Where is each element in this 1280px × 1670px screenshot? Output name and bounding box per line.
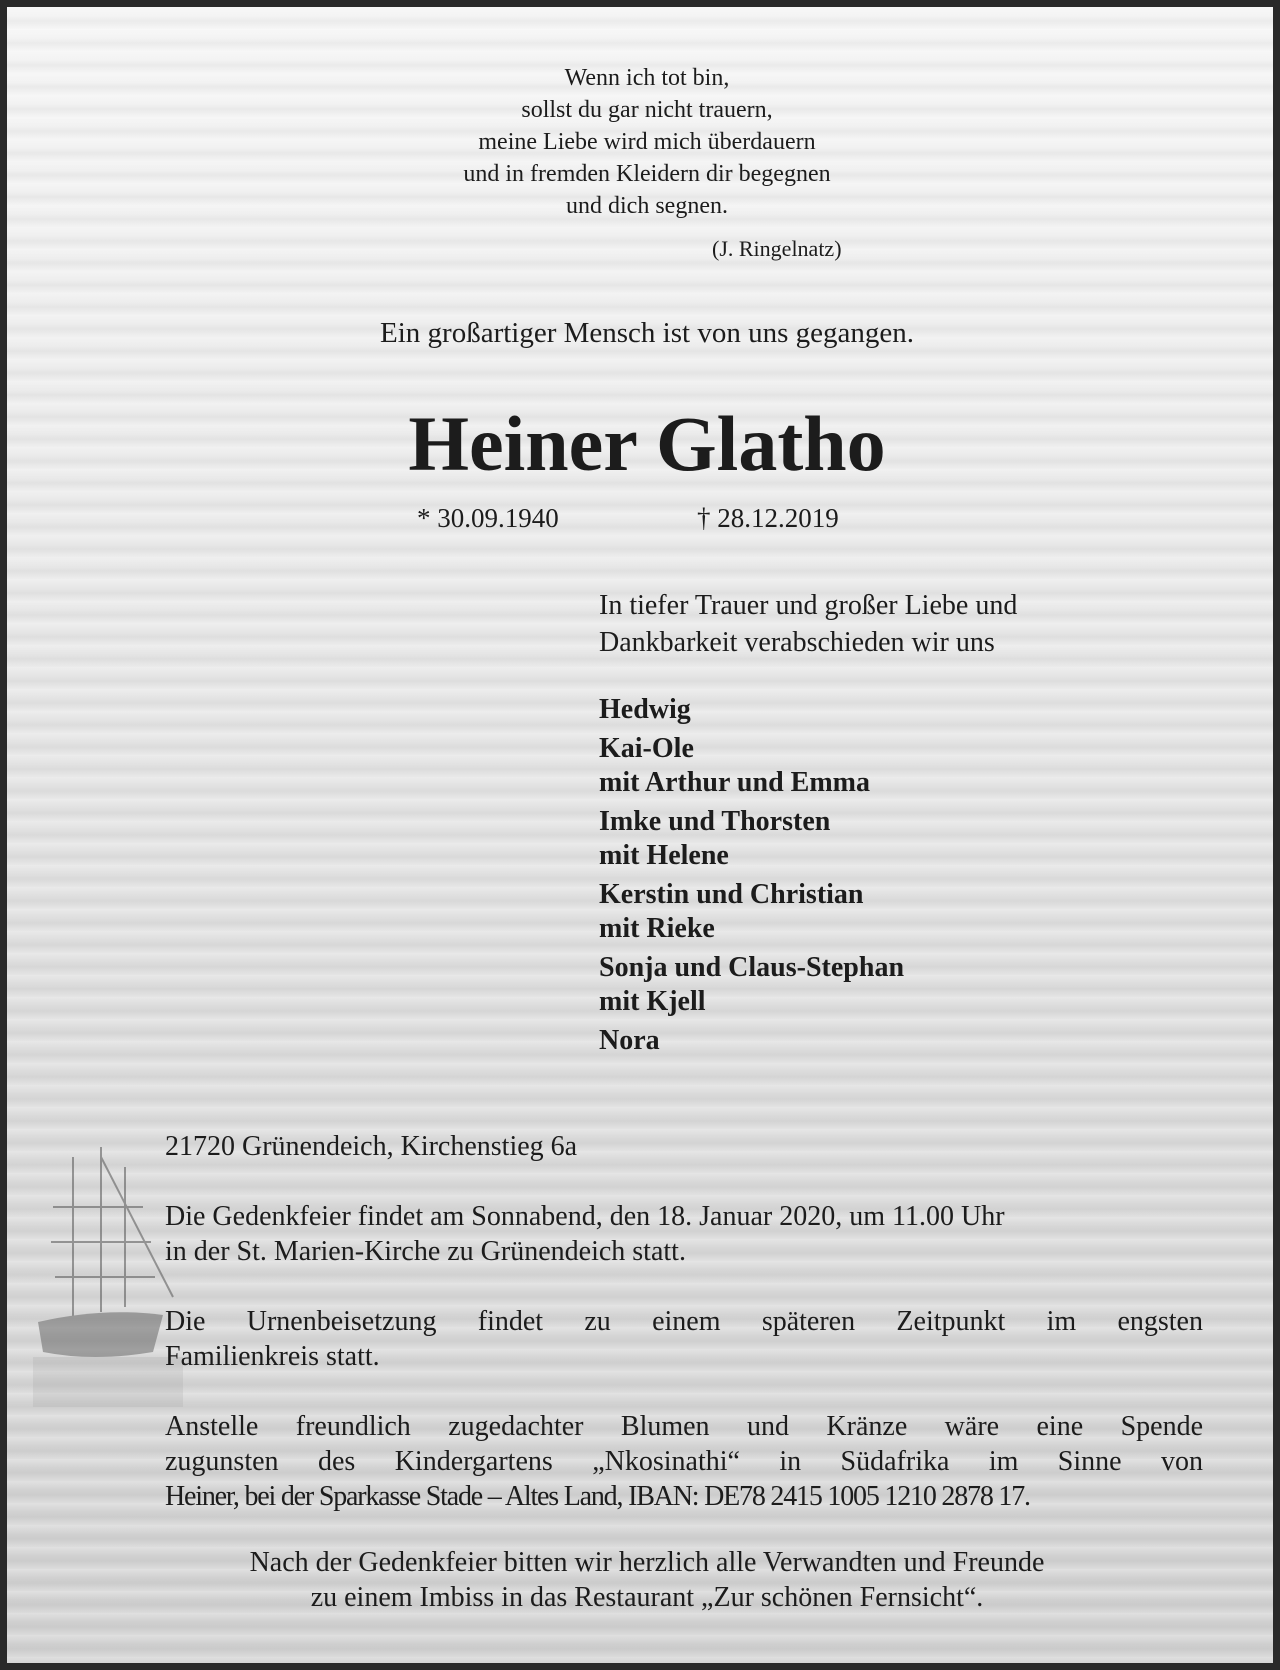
family-name: Imke und Thorsten — [599, 806, 831, 837]
paragraph-line: Nach der Gedenkfeier bitten wir herzlich alle Verwandten und Freunde — [249, 1547, 1045, 1578]
family-group — [599, 878, 904, 946]
urn-paragraph — [165, 1304, 1203, 1374]
poem-line: Wenn ich tot bin, — [564, 65, 730, 91]
paragraph-line: Familienkreis statt. — [165, 1341, 380, 1372]
poem-source: (J. Ringelnatz) — [712, 236, 842, 261]
address: 21720 Grünendeich, Kirchenstieg 6a — [165, 1131, 578, 1162]
reception-paragraph — [7, 1545, 1280, 1615]
paragraph-line: in der St. Marien-Kirche zu Grünendeich statt. — [165, 1236, 686, 1267]
family-name: Nora — [599, 1025, 660, 1056]
family-children: mit Rieke — [599, 913, 715, 944]
poem-line: und in fremden Kleidern dir begegnen — [463, 161, 831, 187]
donation-paragraph — [165, 1409, 1203, 1514]
family-name: Kai-Ole — [599, 733, 694, 764]
family-group — [599, 732, 904, 800]
paragraph-line: Die Urnenbeisetzung findet zu einem späteren Zeitpunkt im engsten — [165, 1306, 1203, 1337]
family-group — [599, 951, 904, 1019]
family-list — [599, 693, 904, 1063]
family-name: Sonja und Claus-Stephan — [599, 952, 905, 983]
mourning-line: Dankbarkeit verabschieden wir uns — [599, 627, 995, 658]
poem — [7, 62, 1280, 222]
paragraph-line: Die Gedenkfeier findet am Sonnabend, den 18. Januar 2020, um 11.00 Uhr — [165, 1201, 1005, 1232]
memorial-paragraph — [165, 1199, 1203, 1269]
paragraph-line: Heiner, bei der Sparkasse Stade – Altes Land, IBAN: DE78 2415 1005 1210 2878 17. — [165, 1481, 1030, 1512]
mourning-line: In tiefer Trauer und großer Liebe und — [599, 590, 1018, 621]
death-date: † 28.12.2019 — [697, 503, 839, 533]
poem-line: meine Liebe wird mich überdauern — [478, 129, 816, 155]
family-group — [599, 693, 904, 727]
family-children: mit Arthur und Emma — [599, 767, 870, 798]
family-group — [599, 805, 904, 873]
mourning-text — [599, 587, 1017, 661]
birth-date: * 30.09.1940 — [417, 503, 559, 533]
deceased-name: Heiner Glatho — [408, 400, 886, 487]
family-name: Kerstin und Christian — [599, 879, 864, 910]
family-children: mit Helene — [599, 840, 729, 871]
family-children: mit Kjell — [599, 986, 706, 1017]
family-group — [599, 1024, 904, 1058]
sailing-ship-image — [33, 1147, 183, 1407]
paragraph-line: zu einem Imbiss in das Restaurant „Zur schönen Fernsicht“. — [310, 1582, 984, 1613]
poem-line: und dich segnen. — [566, 193, 728, 219]
paragraph-line: zugunsten des Kindergartens „Nkosinathi“ in Südafrika im Sinne von — [165, 1446, 1203, 1477]
family-name: Hedwig — [599, 694, 691, 725]
poem-line: sollst du gar nicht trauern, — [521, 97, 773, 123]
intro-line: Ein großartiger Mensch ist von uns gegangen. — [380, 317, 914, 349]
paragraph-line: Anstelle freundlich zugedachter Blumen und Kränze wäre eine Spende — [165, 1411, 1203, 1442]
